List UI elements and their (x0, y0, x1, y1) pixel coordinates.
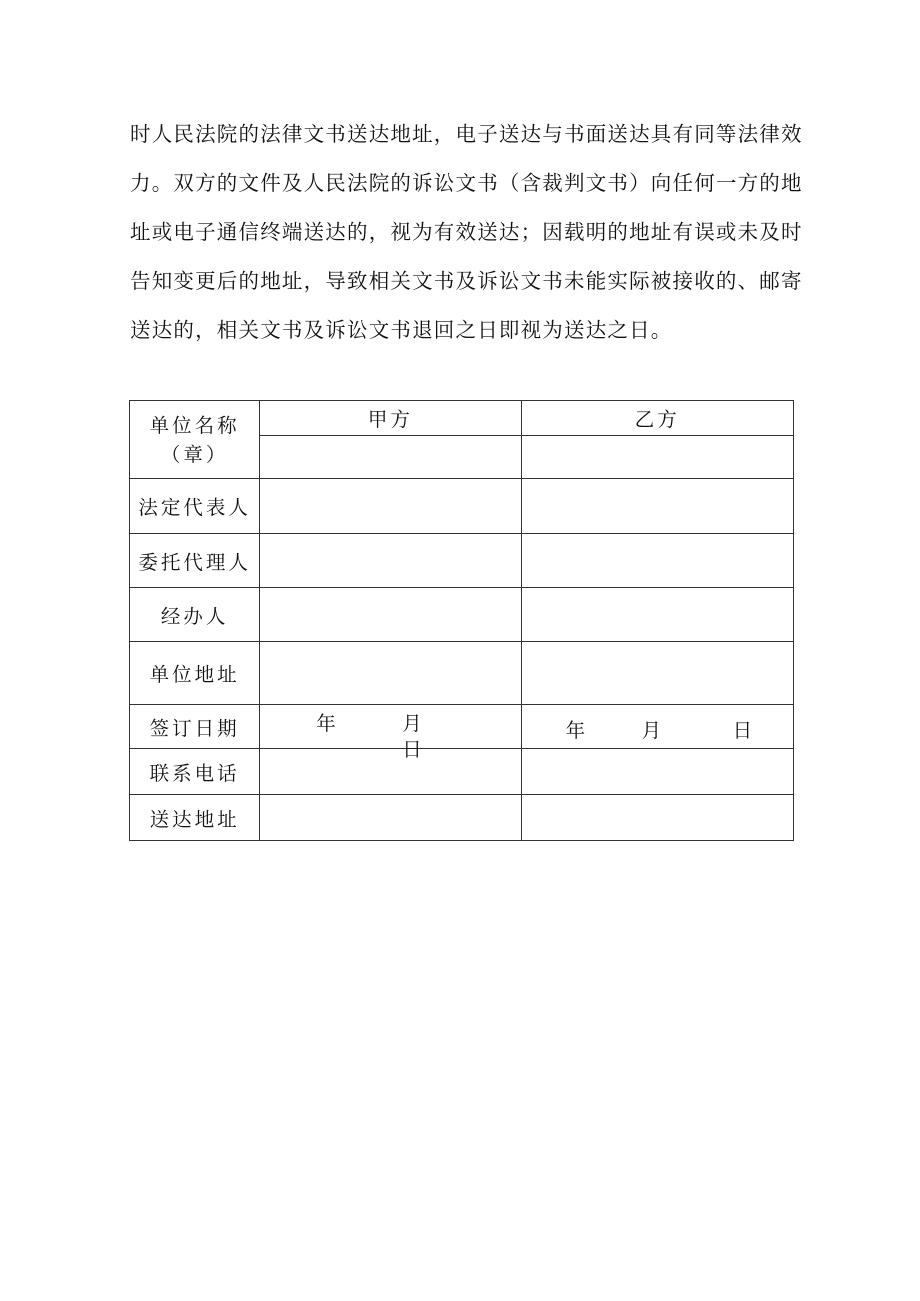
paragraph-line: 送达的，相关文书及诉讼文书退回之日即视为送达之日。 (130, 318, 673, 342)
party-b-unit-name-cell[interactable] (521, 436, 793, 479)
party-a-unit-name-cell[interactable] (260, 436, 521, 479)
paragraph-line: 力。双方的文件及人民法院的诉讼文书（含裁判文书）向任何一方的地 (130, 171, 803, 195)
address-label: 单位地址 (130, 642, 260, 705)
party-b-service-address-cell[interactable] (521, 795, 793, 841)
party-b-legal-rep-cell[interactable] (521, 479, 793, 534)
table-row (130, 534, 794, 588)
month-label: 月 (641, 719, 662, 742)
party-b-phone-cell[interactable] (521, 749, 793, 795)
party-a-agent-cell[interactable] (260, 534, 521, 588)
day-label: 日 (732, 719, 753, 742)
paragraph-line: 时人民法院的法律文书送达地址，电子送达与书面送达具有同等法律效 (130, 122, 803, 146)
phone-label: 联系电话 (130, 749, 260, 795)
party-b-date-cell[interactable] (521, 705, 793, 749)
paragraph-line: 告知变更后的地址，导致相关文书及诉讼文书未能实际被接收的、邮寄 (130, 269, 803, 293)
party-a-address-cell[interactable] (260, 642, 521, 705)
sign-date-label: 签订日期 (130, 705, 260, 749)
party-a-phone-cell[interactable] (260, 749, 521, 795)
party-b-agent-cell[interactable] (521, 534, 793, 588)
unit-name-label: 单位名称（章） (130, 401, 260, 479)
paragraph-line: 址或电子通信终端送达的，视为有效送达；因载明的地址有误或未及时 (130, 220, 803, 244)
service-address-label: 送达地址 (130, 795, 260, 841)
table-row (130, 749, 794, 795)
table-row (130, 401, 794, 436)
service-clause-paragraph (130, 110, 803, 355)
month-label: 月 (402, 712, 422, 735)
signature-table (129, 400, 794, 841)
table-row (130, 588, 794, 642)
party-a-service-address-cell[interactable] (260, 795, 521, 841)
party-a-legal-rep-cell[interactable] (260, 479, 521, 534)
agent-label: 委托代理人 (130, 534, 260, 588)
party-a-header: 甲方 (260, 401, 521, 436)
party-b-handler-cell[interactable] (521, 588, 793, 642)
table-row (130, 705, 794, 749)
handler-label: 经办人 (130, 588, 260, 642)
party-a-handler-cell[interactable] (260, 588, 521, 642)
party-a-date-cell[interactable] (260, 705, 521, 761)
year-label: 年 (565, 719, 586, 742)
day-label: 日 (402, 738, 422, 761)
legal-rep-label: 法定代表人 (130, 479, 260, 534)
table-row (130, 795, 794, 841)
table-row (130, 642, 794, 705)
table-row (130, 479, 794, 534)
party-b-header: 乙方 (521, 401, 793, 436)
year-label: 年 (316, 712, 336, 735)
party-b-address-cell[interactable] (521, 642, 793, 705)
